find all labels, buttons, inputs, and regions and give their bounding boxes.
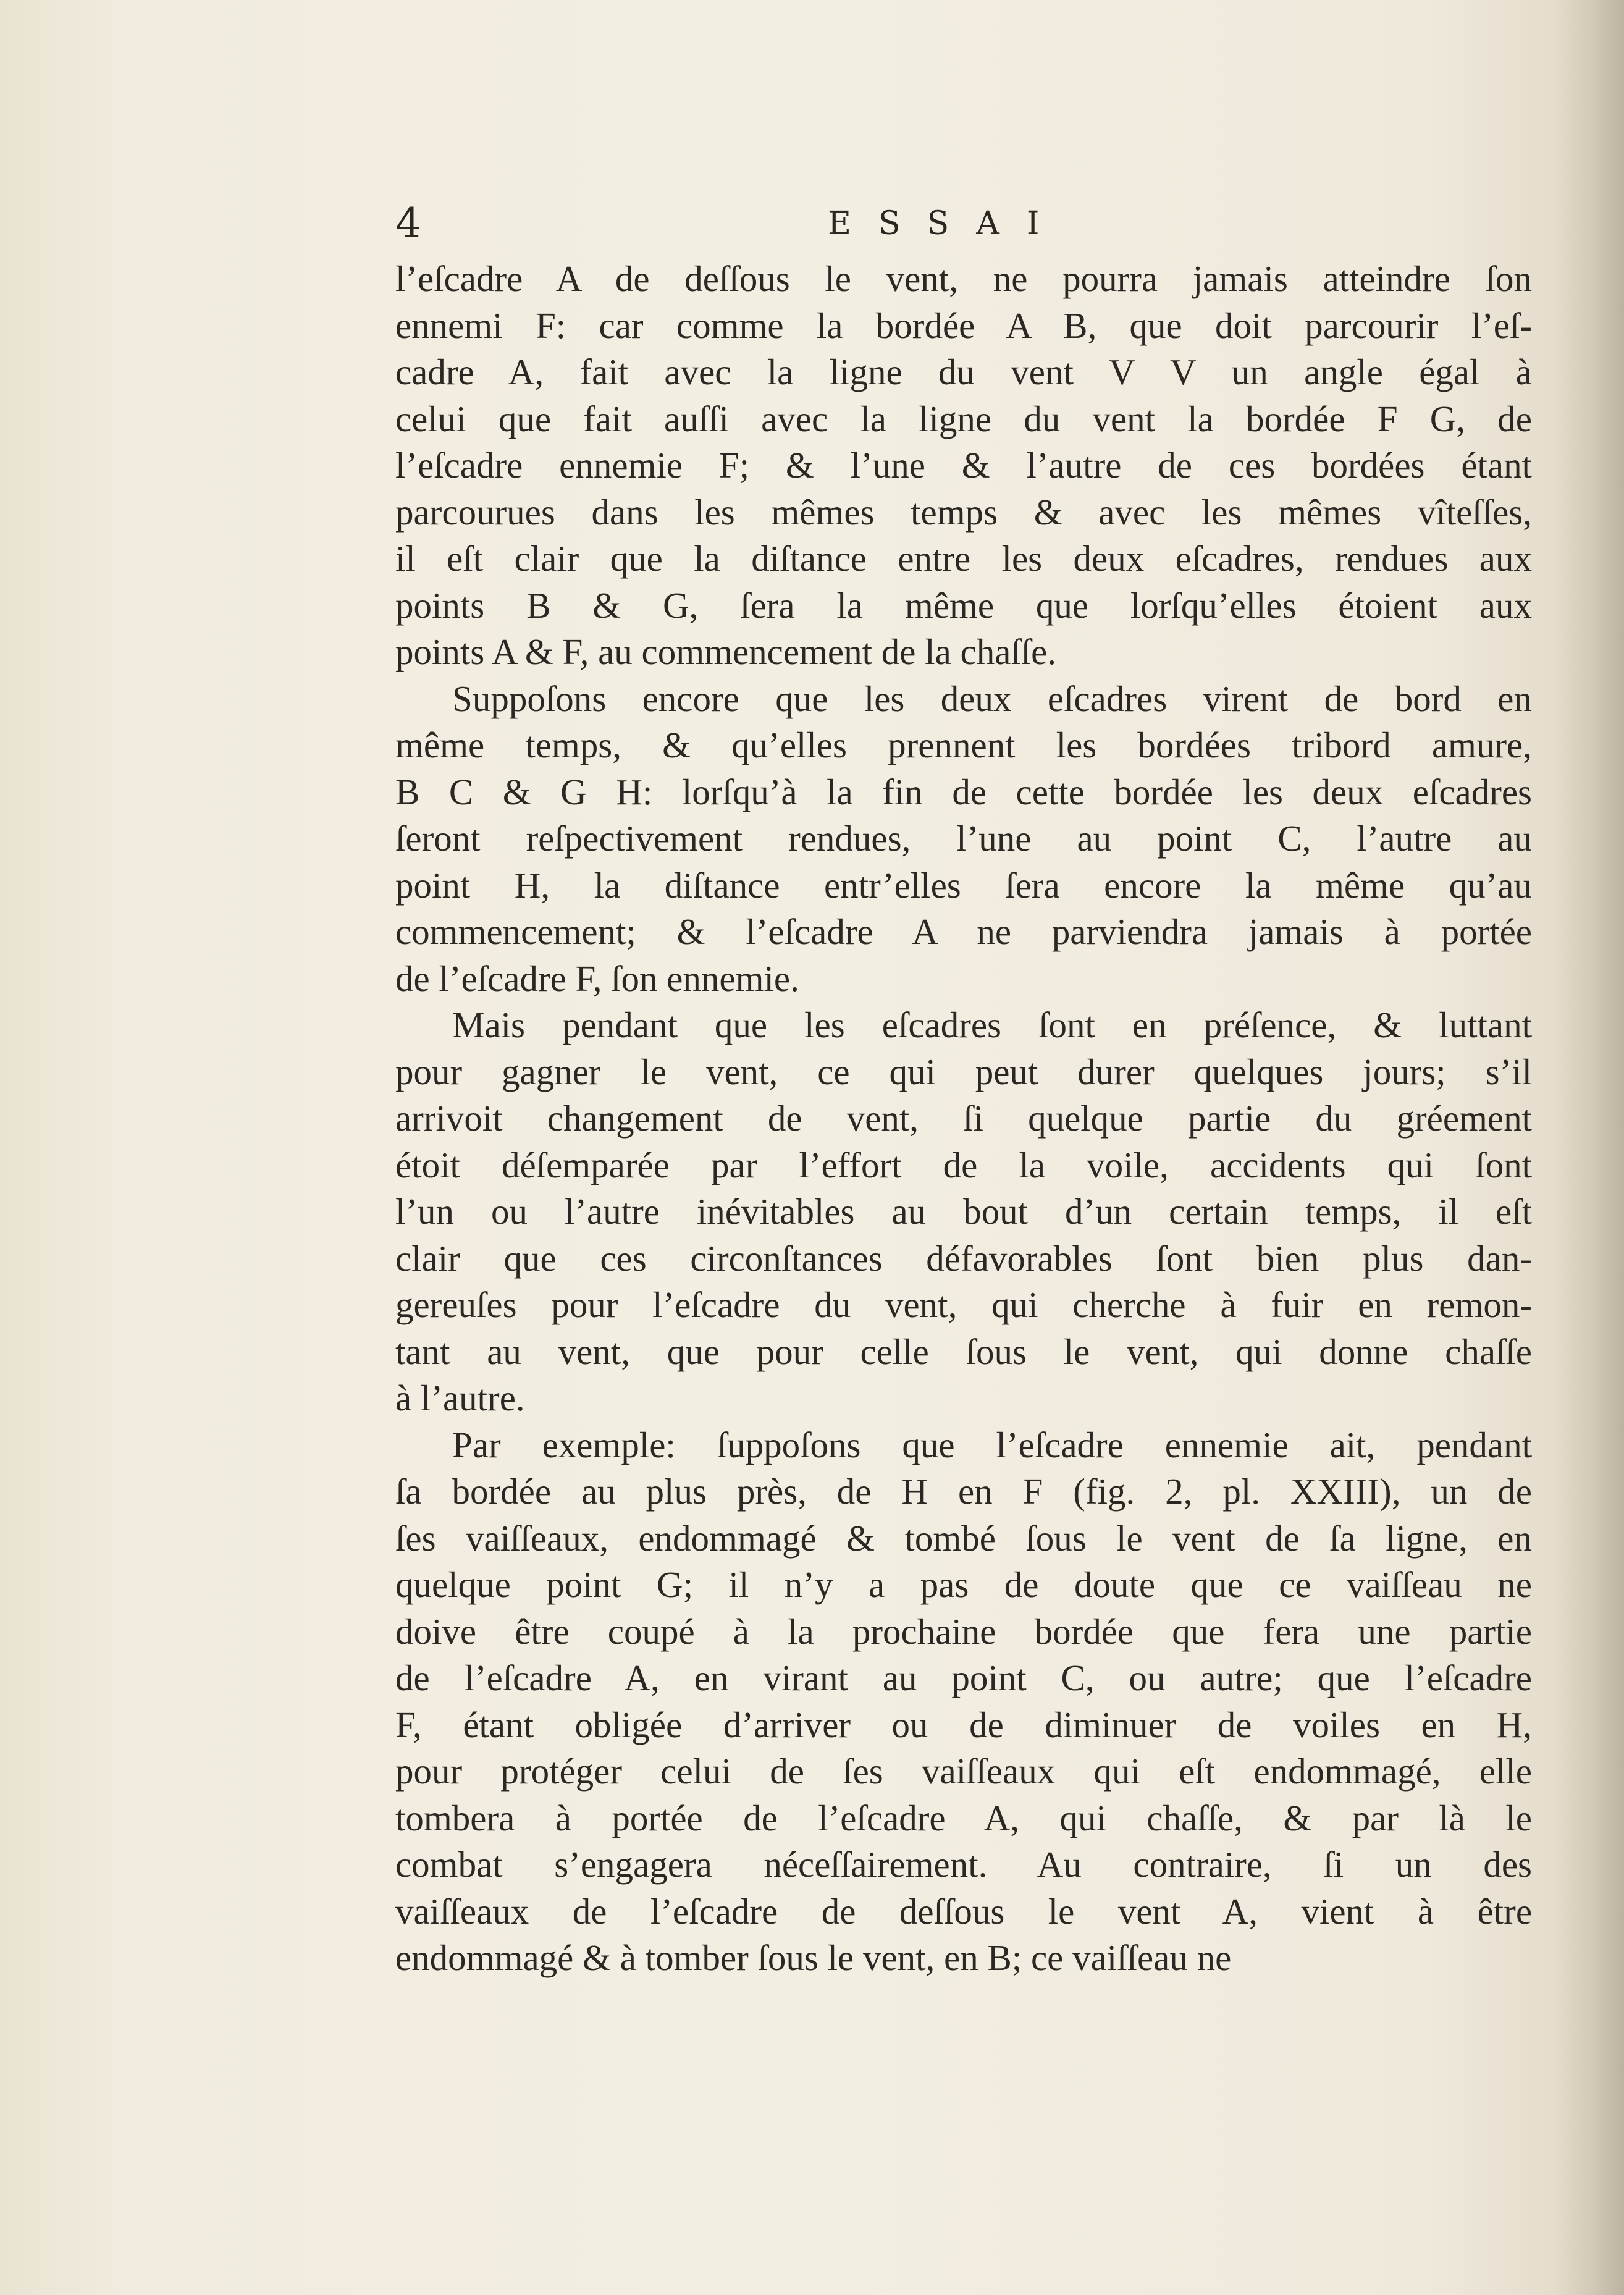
text-line: l’un ou l’autre inévitables au bout d’un certain temps, il eſt bbox=[395, 1191, 1532, 1232]
text-line: tombera à portée de l’eſcadre A, qui chaſſe, & par là le bbox=[395, 1797, 1532, 1838]
text-line: point H, la diſtance entr’elles ſera encore la même qu’au bbox=[395, 864, 1532, 906]
text-line: étoit déſemparée par l’effort de la voile, accidents qui ſont bbox=[395, 1144, 1532, 1185]
text-line: il eſt clair que la diſtance entre les deux eſcadres, rendues aux bbox=[395, 538, 1532, 579]
paragraph bbox=[395, 1422, 1532, 1982]
spine-shadow bbox=[1556, 0, 1624, 2295]
text-line: de l’eſcadre A, en virant au point C, ou autre; que l’eſcadre bbox=[395, 1657, 1532, 1698]
text-line: à l’autre. bbox=[395, 1378, 525, 1418]
text-line: celui que fait auſſi avec la ligne du vent la bordée F G, de bbox=[395, 398, 1532, 439]
text-line: arrivoit changement de vent, ſi quelque partie du gréement bbox=[395, 1098, 1532, 1139]
text-line: points A & F, au commencement de la chaſſe. bbox=[395, 631, 1057, 672]
text-line: vaiſſeaux de l’eſcadre de deſſous le vent A, vient à être bbox=[395, 1890, 1532, 1932]
text-line: l’eſcadre A de deſſous le vent, ne pourra jamais atteindre ſon bbox=[395, 258, 1532, 299]
text-line: Par exemple: ſuppoſons que l’eſcadre ennemie ait, pendant bbox=[452, 1424, 1532, 1465]
paragraph bbox=[395, 1002, 1532, 1422]
text-line: pour gagner le vent, ce qui peut durer quelques jours; s’il bbox=[395, 1051, 1532, 1092]
text-line: endommagé & à tomber ſous le vent, en B; ce vaiſſeau ne bbox=[395, 1937, 1232, 1978]
text-line: gereuſes pour l’eſcadre du vent, qui cherche à fuir en remon- bbox=[395, 1284, 1532, 1325]
text-line: B C & G H: lorſqu’à la fin de cette bordée les deux eſcadres bbox=[395, 771, 1532, 812]
text-line: ſes vaiſſeaux, endommagé & tombé ſous le vent de ſa ligne, en bbox=[395, 1517, 1532, 1559]
text-line: ſeront reſpectivement rendues, l’une au point C, l’autre au bbox=[395, 818, 1532, 859]
paragraph bbox=[395, 676, 1532, 1003]
text-line: l’eſcadre ennemie F; & l’une & l’autre de ces bordées étant bbox=[395, 445, 1532, 486]
text-line: combat s’engagera néceſſairement. Au contraire, ſi un des bbox=[395, 1844, 1532, 1885]
page-header bbox=[395, 199, 1532, 248]
paragraph bbox=[395, 256, 1532, 676]
text-line: parcourues dans les mêmes temps & avec les mêmes vîteſſes, bbox=[395, 491, 1532, 533]
text-line: F, étant obligée d’arriver ou de diminuer de voiles en H, bbox=[395, 1704, 1532, 1745]
text-line: de l’eſcadre F, ſon ennemie. bbox=[395, 958, 799, 999]
text-line: points B & G, ſera la même que lorſqu’elles étoient aux bbox=[395, 584, 1532, 626]
text-line: pour protéger celui de ſes vaiſſeaux qui eſt endommagé, elle bbox=[395, 1751, 1532, 1792]
text-line: ennemi F: car comme la bordée A B, que doit parcourir l’eſ- bbox=[395, 305, 1532, 346]
text-line: doive être coupé à la prochaine bordée que fera une partie bbox=[395, 1611, 1532, 1652]
body-text bbox=[395, 256, 1532, 1982]
page-number: 4 bbox=[395, 200, 421, 247]
text-line: Mais pendant que les eſcadres ſont en préſence, & luttant bbox=[452, 1004, 1532, 1045]
text-line: tant au vent, que pour celle ſous le vent, qui donne chaſſe bbox=[395, 1331, 1532, 1372]
text-line: ſa bordée au plus près, de H en F (fig. 2, pl. XXIII), un de bbox=[395, 1471, 1532, 1512]
text-line: commencement; & l’eſcadre A ne parviendra jamais à portée bbox=[395, 911, 1532, 952]
text-line: Suppoſons encore que les deux eſcadres virent de bord en bbox=[452, 678, 1532, 719]
text-line: cadre A, fait avec la ligne du vent V V un angle égal à bbox=[395, 352, 1532, 392]
text-line: clair que ces circonſtances défavorables ſont bien plus dan- bbox=[395, 1237, 1532, 1279]
text-line: quelque point G; il n’y a pas de doute que ce vaiſſeau ne bbox=[395, 1564, 1532, 1605]
running-head: ESSAI bbox=[828, 205, 1067, 242]
text-line: même temps, & qu’elles prennent les bordées tribord amure, bbox=[395, 725, 1532, 765]
